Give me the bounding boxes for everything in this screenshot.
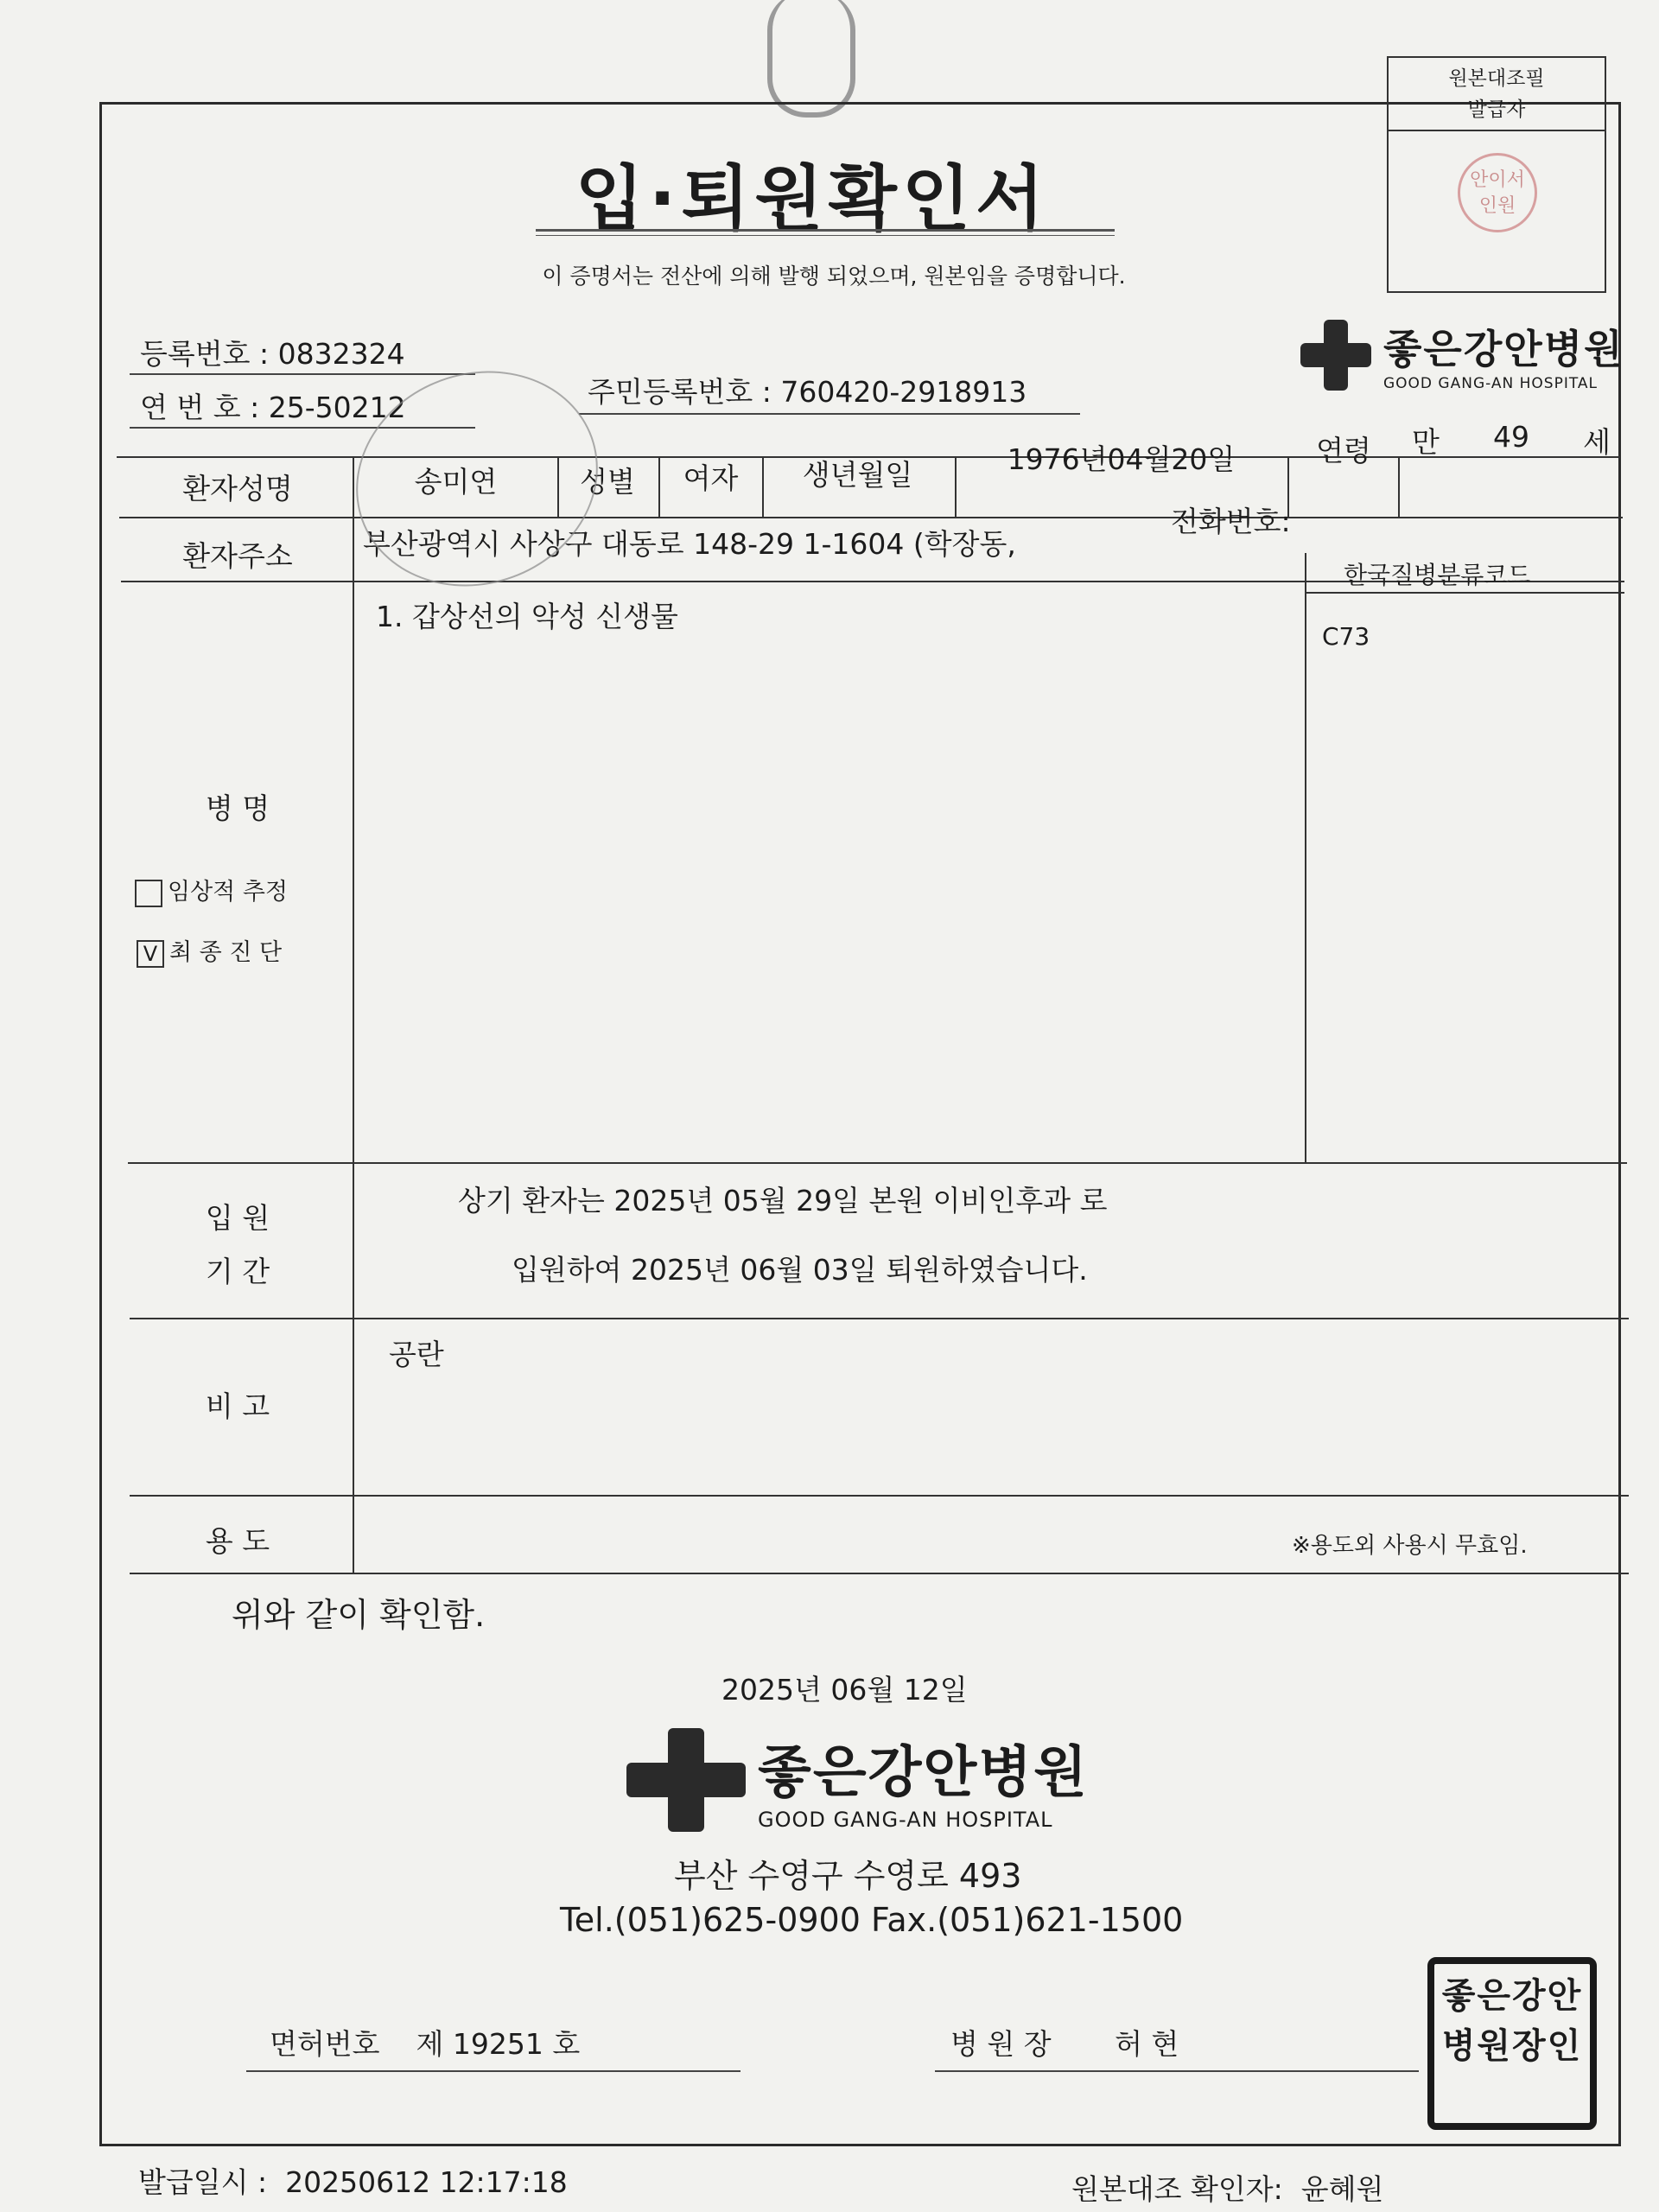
verifier: 원본대조 확인자: 윤혜원 xyxy=(1071,2172,1384,2206)
issuer-seal: 안이서 인원 xyxy=(1458,153,1537,232)
admission-statement-line2: 입원하여 2025년 06월 03일 퇴원하였습니다. xyxy=(512,1253,1088,1287)
issue-datetime: 발급일시 : 20250612 12:17:18 xyxy=(138,2165,568,2199)
serial-number: 연 번 호 : 25-50212 xyxy=(140,391,406,424)
table-line xyxy=(1305,592,1624,594)
hospital-director-seal: 좋은강안병원장인 xyxy=(1427,1957,1597,2130)
period-label: 기 간 xyxy=(205,1255,270,1288)
hospital-logo: 좋은강안병원 GOOD GANG-AN HOSPITAL xyxy=(1300,318,1624,392)
patient-address: 부산광역시 사상구 대동로 148-29 1-1604 (학장동, xyxy=(363,527,1016,561)
license-number: 면허번호 제 19251 호 xyxy=(270,2027,581,2061)
patient-name-label: 환자성명 xyxy=(182,472,293,505)
address-label: 환자주소 xyxy=(182,539,293,573)
hospital-logo-footer: 좋은강안병원 GOOD GANG-AN HOSPITAL xyxy=(626,1728,1089,1832)
sex-label: 성별 xyxy=(580,465,635,499)
clinical-estimate-option: 임상적 추정 xyxy=(135,873,288,907)
hospital-contact: Tel.(051)625-0900 Fax.(051)621-1500 xyxy=(560,1901,1184,1939)
table-line xyxy=(119,517,1623,518)
table-line xyxy=(130,1573,1629,1574)
dob-label: 생년월일 xyxy=(802,458,913,492)
verification-label: 원본대조필 발급자 xyxy=(1389,58,1605,131)
dob-value: 1976년04월20일 xyxy=(1007,442,1236,476)
sex-value: 여자 xyxy=(683,461,739,495)
checkbox-empty xyxy=(135,880,162,907)
hospital-director: 병 원 장 허 현 xyxy=(950,2027,1179,2061)
table-line xyxy=(353,456,354,1573)
patient-name: 송미연 xyxy=(414,465,498,499)
registration-number: 등록번호 : 0832324 xyxy=(140,337,405,371)
original-verification-box xyxy=(1387,56,1606,293)
diagnosis-item: 1. 갑상선의 악성 신생물 xyxy=(376,600,678,633)
checkbox-checked: V xyxy=(137,940,164,968)
table-line xyxy=(1305,553,1306,1162)
disease-code-header: 한국질병분류코드 xyxy=(1344,561,1531,589)
table-line xyxy=(955,456,957,517)
underline xyxy=(935,2070,1419,2072)
age-label: 연령 xyxy=(1316,434,1371,467)
admission-statement-line1: 상기 환자는 2025년 05월 29일 본원 이비인후과 로 xyxy=(458,1184,1108,1217)
purpose-label: 용 도 xyxy=(205,1524,270,1558)
remarks-label: 비 고 xyxy=(205,1389,270,1423)
title-underline xyxy=(536,229,1115,236)
underline xyxy=(246,2070,741,2072)
diagnosis-label: 병 명 xyxy=(205,791,270,825)
remarks-value: 공란 xyxy=(389,1338,444,1371)
age-value: 만 49 세 xyxy=(1412,420,1611,459)
purpose-note: ※용도외 사용시 무효임. xyxy=(1292,1533,1528,1559)
underline xyxy=(130,373,475,375)
document-subtitle: 이 증명서는 전산에 의해 발행 되었으며, 원본임을 증명합니다. xyxy=(542,264,1126,289)
final-diagnosis-option: V 최 종 진 단 xyxy=(137,933,282,968)
hospital-cross-icon xyxy=(626,1728,746,1832)
table-line xyxy=(762,456,764,517)
hospital-cross-icon xyxy=(1300,320,1371,391)
hospital-address: 부산 수영구 수영로 493 xyxy=(674,1857,1022,1895)
phone-label: 전화번호: xyxy=(1171,505,1291,538)
document-title: 입·퇴원확인서 xyxy=(575,158,1050,240)
table-line xyxy=(130,1495,1629,1497)
confirmation-statement: 위와 같이 확인함. xyxy=(232,1596,486,1634)
resident-registration-number: 주민등록번호 : 760420-2918913 xyxy=(588,375,1027,409)
table-line xyxy=(658,456,660,517)
table-line xyxy=(1398,456,1400,517)
admission-label: 입 원 xyxy=(205,1201,270,1235)
table-line xyxy=(130,1318,1629,1319)
disease-code: C73 xyxy=(1322,622,1370,651)
paper-clip xyxy=(767,0,855,118)
issue-date: 2025년 06월 12일 xyxy=(721,1673,968,1707)
underline xyxy=(579,413,1080,415)
